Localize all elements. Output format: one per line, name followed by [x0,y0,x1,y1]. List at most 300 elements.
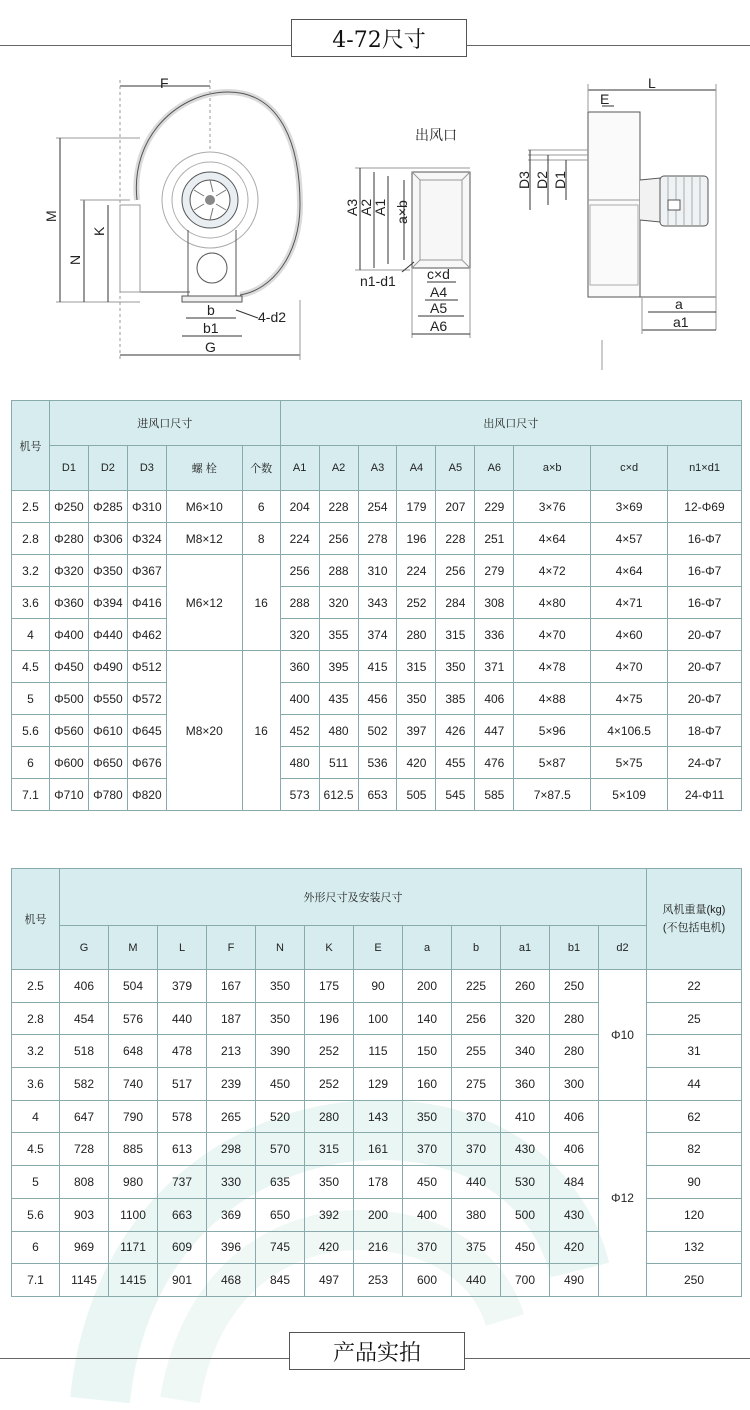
table-cell: 420 [550,1231,599,1264]
table-cell: Φ600 [49,747,88,779]
label-D2: D2 [534,171,550,189]
label-b: b [207,302,215,318]
table-cell: 204 [280,491,319,523]
outlet-title: 出风口 [415,127,457,143]
table-cell: Φ676 [127,747,166,779]
table-row [12,619,742,651]
table-cell: Φ820 [127,779,166,811]
header-jihao: 机号 [12,869,60,970]
table-cell: Φ610 [88,715,127,747]
table-cell: 420 [305,1231,354,1264]
table-cell: 5×96 [514,715,591,747]
table-cell-d2: Φ10 [599,970,647,1101]
table-cell: 490 [550,1264,599,1297]
table-cell: 200 [403,970,452,1003]
table-cell: 440 [452,1166,501,1199]
table-cell: Φ360 [49,587,88,619]
table-cell: 225 [452,970,501,1003]
table-cell: 518 [60,1035,109,1068]
table-cell: Φ780 [88,779,127,811]
table-cell: 18-Φ7 [668,715,742,747]
table-cell: 406 [60,970,109,1003]
table-cell: 252 [305,1035,354,1068]
table-cell: 2.8 [12,1002,60,1035]
table-cell: 350 [403,1100,452,1133]
table-cell: 115 [354,1035,403,1068]
table-cell: Φ500 [49,683,88,715]
label-4-d2: 4-d2 [258,309,287,325]
table-cell: Φ572 [127,683,166,715]
table-row [12,683,742,715]
table-cell: 224 [397,555,436,587]
table-cell: 511 [319,747,358,779]
table-cell: 737 [158,1166,207,1199]
column-header: F [207,926,256,970]
table-cell: 280 [397,619,436,651]
table-cell: Φ645 [127,715,166,747]
table-cell: 2.5 [12,491,50,523]
table-cell: 100 [354,1002,403,1035]
column-header: d2 [599,926,647,970]
column-header: K [305,926,354,970]
column-header: n1×d1 [668,446,742,491]
table-cell: 129 [354,1068,403,1101]
table-cell: 447 [475,715,514,747]
label-A3: A3 [344,198,360,216]
table-cell: 167 [207,970,256,1003]
table-cell: 4.5 [12,651,50,683]
table-cell: 143 [354,1100,403,1133]
table-cell: 4×78 [514,651,591,683]
table-cell: 650 [256,1198,305,1231]
table-cell: 450 [403,1166,452,1199]
table-cell: Φ310 [127,491,166,523]
table-cell: 435 [319,683,358,715]
table-cell: 187 [207,1002,256,1035]
table-row [12,779,742,811]
table-cell: 415 [358,651,397,683]
table-cell: 6 [12,747,50,779]
table-cell: 430 [550,1198,599,1231]
header-rule-right [464,1358,750,1359]
column-header: a×b [514,446,591,491]
table-cell: Φ462 [127,619,166,651]
table-row [12,651,742,683]
table-cell: 410 [501,1100,550,1133]
label-A5: A5 [430,300,448,316]
table-cell: 808 [60,1166,109,1199]
inlet-outlet-dimension-table [11,400,742,811]
label-A4: A4 [430,284,448,300]
table-cell: 505 [397,779,436,811]
table-cell: 5.6 [12,1198,60,1231]
table-cell: 478 [158,1035,207,1068]
table-header-row [12,401,742,446]
table-cell: 3.6 [12,587,50,619]
table-cell: 1171 [109,1231,158,1264]
label-F: F [160,75,169,91]
table-cell: 369 [207,1198,256,1231]
table-cell: 62 [647,1100,742,1133]
header-rule-right [466,45,750,46]
table-cell: 320 [280,619,319,651]
table-cell: 16-Φ7 [668,587,742,619]
table-cell: Φ324 [127,523,166,555]
label-D3: D3 [516,171,532,189]
column-header: 个数 [242,446,280,491]
table-cell: 213 [207,1035,256,1068]
table-cell: 4.5 [12,1133,60,1166]
table-cell: Φ450 [49,651,88,683]
table-cell: 440 [158,1002,207,1035]
table-cell: 395 [319,651,358,683]
table-cell: 1100 [109,1198,158,1231]
table-cell: 336 [475,619,514,651]
table-cell: 790 [109,1100,158,1133]
table-row [12,715,742,747]
table-cell: 90 [647,1166,742,1199]
column-header: A3 [358,446,397,491]
column-header: A6 [475,446,514,491]
label-M: M [43,210,59,222]
table-cell: 578 [158,1100,207,1133]
table-cell: Φ440 [88,619,127,651]
column-header: A5 [436,446,475,491]
table-cell: 426 [436,715,475,747]
table-cell: Φ285 [88,491,127,523]
table-cell: 3.2 [12,1035,60,1068]
table-cell: 5 [12,683,50,715]
column-header: N [256,926,305,970]
header-outlet: 出风口尺寸 [280,401,741,446]
table-cell: 502 [358,715,397,747]
table-cell: 140 [403,1002,452,1035]
table-cell: 845 [256,1264,305,1297]
table-cell: 288 [280,587,319,619]
label-A1: A1 [372,198,388,216]
table-cell: 450 [256,1068,305,1101]
table-cell: 406 [550,1100,599,1133]
column-header: A4 [397,446,436,491]
table-cell: 132 [647,1231,742,1264]
table-cell: 500 [501,1198,550,1231]
table-cell: 279 [475,555,514,587]
table-cell: Φ400 [49,619,88,651]
table-cell: M8×20 [166,651,242,811]
table-cell: 280 [550,1002,599,1035]
table-cell: 5 [12,1166,60,1199]
table-cell: 4×64 [514,523,591,555]
label-D1: D1 [552,171,568,189]
section-title: 4-72尺寸 [291,19,467,57]
column-header: A1 [280,446,319,491]
table-cell: 609 [158,1231,207,1264]
table-cell: 375 [452,1231,501,1264]
table-cell: M6×10 [166,491,242,523]
label-E: E [600,91,610,107]
table-cell: 196 [397,523,436,555]
table-row [12,1100,742,1133]
table-cell: 4×72 [514,555,591,587]
table-cell: 22 [647,970,742,1003]
table-cell: 647 [60,1100,109,1133]
column-header: b1 [550,926,599,970]
table-cell: 4×71 [591,587,668,619]
table-cell: Φ320 [49,555,88,587]
table-cell: 455 [436,747,475,779]
table-cell: 20-Φ7 [668,619,742,651]
table-cell: 536 [358,747,397,779]
table-cell: 350 [256,1002,305,1035]
table-cell: 228 [436,523,475,555]
table-cell: 4×80 [514,587,591,619]
table-cell: 308 [475,587,514,619]
label-L: L [648,75,656,91]
header-weight: 风机重量(kg) (不包括电机) [647,869,742,970]
table-cell: 440 [452,1264,501,1297]
table-cell: 980 [109,1166,158,1199]
table-cell: 380 [452,1198,501,1231]
table-cell: 16 [242,651,280,811]
table-cell: Φ367 [127,555,166,587]
table-cell: 420 [397,747,436,779]
column-header: M [109,926,158,970]
table-cell: 25 [647,1002,742,1035]
table-cell: 3×69 [591,491,668,523]
table-cell: 520 [256,1100,305,1133]
table-cell: 497 [305,1264,354,1297]
column-header: 螺 栓 [166,446,242,491]
table-cell: 150 [403,1035,452,1068]
table-cell: 4 [12,619,50,651]
table-cell: 390 [256,1035,305,1068]
table-cell: 179 [397,491,436,523]
table-cell: 196 [305,1002,354,1035]
table-cell: 360 [501,1068,550,1101]
table-cell: 250 [550,970,599,1003]
table-cell: 90 [354,970,403,1003]
table-cell: 254 [358,491,397,523]
table-cell: 385 [436,683,475,715]
table-cell: 256 [452,1002,501,1035]
label-a: a [675,296,683,312]
table-cell: 4×70 [514,619,591,651]
table-cell: 12-Φ69 [668,491,742,523]
table-cell: 224 [280,523,319,555]
table-cell: 24-Φ11 [668,779,742,811]
table-cell: 350 [436,651,475,683]
table-cell: 260 [501,970,550,1003]
label-A2: A2 [358,198,374,216]
table-cell: 16 [242,555,280,651]
table-cell: 7.1 [12,1264,60,1297]
table-cell: M6×12 [166,555,242,651]
table-cell: 255 [452,1035,501,1068]
table-cell: 504 [109,970,158,1003]
table-cell: 8 [242,523,280,555]
column-header: E [354,926,403,970]
table-cell: 229 [475,491,514,523]
table-cell: 374 [358,619,397,651]
table-cell: 320 [501,1002,550,1035]
table-cell: 7×87.5 [514,779,591,811]
table-cell: 175 [305,970,354,1003]
table-cell: 284 [436,587,475,619]
label-cxd: c×d [427,266,450,282]
section-header-photos [0,1332,750,1372]
table-cell: 400 [403,1198,452,1231]
table-cell: 44 [647,1068,742,1101]
table-cell: 20-Φ7 [668,651,742,683]
table-cell: 5×87 [514,747,591,779]
table-cell: 903 [60,1198,109,1231]
column-header: a [403,926,452,970]
table-cell: 400 [280,683,319,715]
table-cell: 4 [12,1100,60,1133]
fan-dimension-drawings [0,58,750,378]
table-cell: 648 [109,1035,158,1068]
table-cell: 700 [501,1264,550,1297]
table-cell: 635 [256,1166,305,1199]
table-cell: 740 [109,1068,158,1101]
table-row [12,523,742,555]
table-cell: 120 [647,1198,742,1231]
table-cell: 969 [60,1231,109,1264]
table-cell: 468 [207,1264,256,1297]
header-inlet: 进风口尺寸 [49,401,280,446]
table-cell: 343 [358,587,397,619]
table-cell: 397 [397,715,436,747]
table-cell: 252 [305,1068,354,1101]
table-cell: 7.1 [12,779,50,811]
table-cell: 330 [207,1166,256,1199]
table-cell: 4×60 [591,619,668,651]
label-N: N [67,254,83,265]
table-cell: 2.8 [12,523,50,555]
column-header: b [452,926,501,970]
table-cell: Φ350 [88,555,127,587]
table-cell: Φ710 [49,779,88,811]
table-cell: 228 [319,491,358,523]
table-cell: 4×106.5 [591,715,668,747]
table-cell: 576 [109,1002,158,1035]
table-cell: 253 [354,1264,403,1297]
table-cell: 406 [475,683,514,715]
table-row [12,491,742,523]
table-cell: 250 [647,1264,742,1297]
table-cell: 256 [436,555,475,587]
table-cell: 5×109 [591,779,668,811]
table-cell: 16-Φ7 [668,523,742,555]
table-cell: 454 [60,1002,109,1035]
table-cell: 379 [158,970,207,1003]
table-cell: 370 [452,1133,501,1166]
table-row [12,970,742,1003]
table-cell: 476 [475,747,514,779]
table-cell: 16-Φ7 [668,555,742,587]
table-cell: Φ490 [88,651,127,683]
table-cell: 450 [501,1231,550,1264]
table-cell: 310 [358,555,397,587]
outline-installation-dimension-table [11,868,742,1297]
table-cell: 6 [242,491,280,523]
table-cell: 517 [158,1068,207,1101]
table-cell: 256 [280,555,319,587]
table-cell: Φ280 [49,523,88,555]
table-cell: Φ416 [127,587,166,619]
table-cell: 570 [256,1133,305,1166]
label-a1: a1 [673,314,689,330]
label-b1: b1 [203,320,219,336]
table-cell: 265 [207,1100,256,1133]
table-cell: 280 [305,1100,354,1133]
table-cell: 371 [475,651,514,683]
table-cell: 315 [436,619,475,651]
table-cell: 585 [475,779,514,811]
table-cell: 370 [452,1100,501,1133]
table-cell: 350 [305,1166,354,1199]
table-cell: 396 [207,1231,256,1264]
table-cell: 315 [305,1133,354,1166]
header-rule-left [0,45,291,46]
table-cell: 340 [501,1035,550,1068]
column-header: A2 [319,446,358,491]
table-cell: 288 [319,555,358,587]
table-cell: 4×75 [591,683,668,715]
table-cell: 20-Φ7 [668,683,742,715]
table-subheader-row [12,926,742,970]
table-cell: 480 [280,747,319,779]
table-cell: Φ512 [127,651,166,683]
table-cell: 82 [647,1133,742,1166]
section-header-dimensions [0,19,750,59]
table-cell: 613 [158,1133,207,1166]
table-cell: 31 [647,1035,742,1068]
table-cell: 320 [319,587,358,619]
table-cell: 573 [280,779,319,811]
table-cell: 663 [158,1198,207,1231]
outlet-flange-drawing [355,168,470,338]
table-subheader-row [12,446,742,491]
table-cell: 315 [397,651,436,683]
table-cell: 4×64 [591,555,668,587]
table-cell: 161 [354,1133,403,1166]
table-cell: 300 [550,1068,599,1101]
table-cell: 298 [207,1133,256,1166]
table-cell: 452 [280,715,319,747]
table-cell: 350 [397,683,436,715]
table-cell: 5×75 [591,747,668,779]
table-cell: 350 [256,970,305,1003]
table-cell: Φ560 [49,715,88,747]
table-cell-d2: Φ12 [599,1100,647,1296]
table-cell: 207 [436,491,475,523]
header-jihao: 机号 [12,401,50,491]
table-cell: 252 [397,587,436,619]
column-header: c×d [591,446,668,491]
section-title-photos: 产品实拍 [289,1332,465,1370]
column-header: a1 [501,926,550,970]
table-cell: 370 [403,1133,452,1166]
table-cell: 5.6 [12,715,50,747]
table-cell: 216 [354,1231,403,1264]
table-cell: 280 [550,1035,599,1068]
table-cell: 3.6 [12,1068,60,1101]
table-cell: 6 [12,1231,60,1264]
table-cell: 275 [452,1068,501,1101]
column-header: G [60,926,109,970]
table-cell: 728 [60,1133,109,1166]
